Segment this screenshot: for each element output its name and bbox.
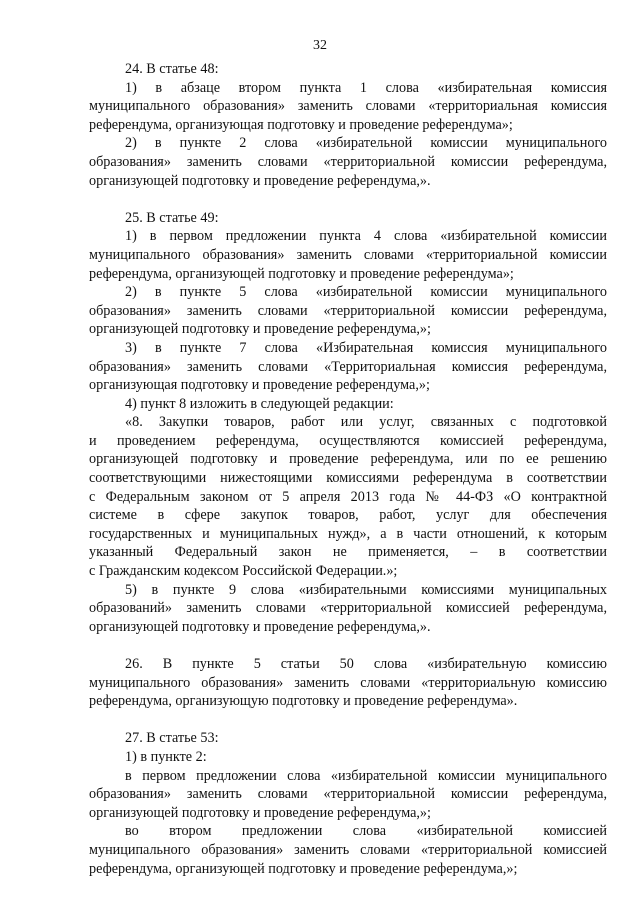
text-line: 2) в пункте 2 слова «избирательной комиссии муниципального	[125, 135, 607, 152]
text-line: образования» заменить словами «территориальной комиссии референдума,	[89, 786, 607, 803]
text-line: образования» заменить словами «Территориальная комиссия референдума,	[89, 358, 607, 375]
text-line: референдума, организующую подготовку и проведение референдума».	[89, 693, 518, 710]
text-line: образования» заменить словами «территориальной комиссии референдума,	[89, 302, 607, 319]
text-line: референдума, организующая подготовку и проведение референдума»;	[89, 116, 513, 133]
text-line: муниципального образования» заменить словами «территориальную комиссию	[89, 674, 607, 691]
text-line: и проведением референдума, осуществляются комиссией референдума,	[89, 432, 607, 449]
text-line: муниципального образования» заменить словами «территориальная комиссия	[89, 98, 607, 115]
document-body	[89, 60, 607, 878]
text-line: соответствующими нижестоящими комиссиями референдума в соответствии	[89, 470, 607, 487]
text-line: образования» заменить словами «территориальной комиссии референдума,	[89, 153, 607, 170]
text-line: в первом предложении слова «избирательной комиссии муниципального	[125, 767, 607, 784]
text-line: 1) в абзаце втором пункта 1 слова «избирательная комиссия	[125, 79, 607, 96]
text-line: референдума, организующей подготовку и проведение референдума,»;	[89, 860, 518, 877]
text-line: 4) пункт 8 изложить в следующей редакции:	[125, 395, 394, 412]
text-line: 3) в пункте 7 слова «Избирательная комиссия муниципального	[125, 339, 607, 356]
text-line: 1) в первом предложении пункта 4 слова «избирательной комиссии	[125, 228, 607, 245]
text-line: организующей подготовку и проведение референдума,»;	[89, 804, 431, 821]
paragraph-gap	[89, 190, 607, 209]
text-line: государственных и муниципальных нужд», а в части отношений, к которым	[89, 525, 607, 542]
page-number: 32	[313, 38, 327, 53]
text-line: 25. В статье 49:	[125, 209, 219, 226]
paragraph-gap	[89, 711, 607, 730]
text-line: с Федеральным законом от 5 апреля 2013 года № 44-ФЗ «О контрактной	[89, 488, 607, 505]
text-line: указанный Федеральный закон не применяется, – в соответствии	[89, 544, 607, 561]
text-line: организующей подготовку и проведение референдума,».	[89, 172, 431, 189]
text-line: организующая подготовку и проведение референдума,»;	[89, 377, 430, 394]
text-line: 24. В статье 48:	[125, 61, 219, 77]
text-line: 27. В статье 53:	[125, 730, 219, 747]
text-line: муниципального образования» заменить словами «территориальной комиссии	[89, 246, 607, 263]
text-line: образований» заменить словами «территориальной комиссией референдума,	[89, 600, 607, 617]
text-line: организующей подготовку и проведение референдума, или по ее решению	[89, 451, 607, 468]
text-line: 5) в пункте 9 слова «избирательными комиссиями муниципальных	[125, 581, 607, 598]
paragraph-gap	[89, 636, 607, 655]
text-line: системе в сфере закупок товаров, работ, услуг для обеспечения	[89, 507, 607, 524]
text-line: муниципального образования» заменить словами «территориальной комиссией	[89, 841, 607, 858]
text-line: 2) в пункте 5 слова «избирательной комиссии муниципального	[125, 284, 607, 301]
text-line: 1) в пункте 2:	[125, 748, 207, 765]
text-line: референдума, организующей подготовку и проведение референдума»;	[89, 265, 514, 282]
text-line: организующей подготовку и проведение референдума,».	[89, 618, 431, 635]
text-line: 26. В пункте 5 статьи 50 слова «избирательную комиссию	[125, 656, 607, 672]
text-line: «8. Закупки товаров, работ или услуг, связанных с подготовкой	[125, 414, 607, 431]
text-line: организующей подготовку и проведение референдума,»;	[89, 321, 431, 338]
text-line: во втором предложении слова «избирательной комиссией	[125, 823, 607, 840]
text-line: с Гражданским кодексом Российской Федерации.»;	[89, 563, 398, 580]
